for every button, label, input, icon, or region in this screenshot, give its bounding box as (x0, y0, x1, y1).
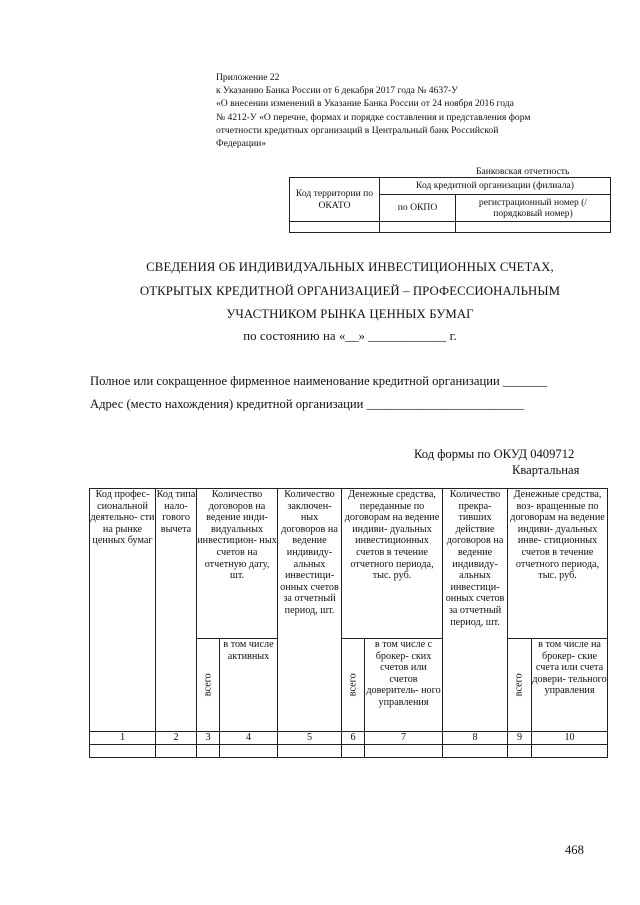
reg-number-cell (456, 222, 611, 233)
column-number: 1 (90, 732, 156, 745)
report-period: Квартальная (512, 463, 580, 477)
title-line-3: УЧАСТНИКОМ РЫНКА ЦЕННЫХ БУМАГ (226, 307, 474, 321)
org-address-line: Адрес (место нахождения) кредитной организации _________________________ (90, 397, 524, 411)
column-number: 2 (156, 732, 197, 745)
header-contracts-count: Количество договоров на ведение инди- видуальных инвестицион- ных счетов на отчетную дату, шт. (197, 489, 278, 639)
appendix-line: «О внесении изменений в Указание Банка России от 24 ноября 2016 года (216, 98, 514, 110)
column-number: 8 (443, 732, 508, 745)
sub-header-from-brokerage: в том числе с брокер- ских счетов или счетов доверитель- ного управления (365, 639, 443, 732)
sub-header-total: всего (197, 639, 220, 732)
appendix-line: к Указанию Банка России от 6 декабря 2017 года № 4637-У (216, 85, 458, 97)
bank-report-label: Банковская отчетность (476, 166, 570, 177)
org-name-line: Полное или сокращенное фирменное наименование кредитной организации _______ (90, 374, 547, 388)
sub-header-total: всего (508, 639, 532, 732)
org-code-header: Код кредитной организации (филиала) (380, 178, 611, 195)
appendix-line: № 4212-У «О перечне, формах и порядке составления и представления форм (216, 111, 531, 123)
column-number: 10 (532, 732, 608, 745)
appendix-line: Федерации» (216, 138, 267, 150)
header-concluded-contracts: Количество заключен- ных договоров на ведение индивиду- альных инвестици- онных счетов за отчетный период, шт. (278, 489, 342, 732)
table-row (90, 745, 608, 758)
column-number: 9 (508, 732, 532, 745)
title-line-2: ОТКРЫТЫХ КРЕДИТНОЙ ОРГАНИЗАЦИЕЙ – ПРОФЕССИОНАЛЬНЫМ (139, 284, 561, 298)
column-number: 5 (278, 732, 342, 745)
page-number: 468 (565, 843, 584, 857)
territory-code-header: Код территории по ОКАТО (290, 178, 380, 222)
column-number: 3 (197, 732, 220, 745)
okpo-header: по ОКПО (380, 195, 456, 222)
header-tax-deduction-type: Код типа нало- гового вычета (156, 489, 197, 732)
codes-table (289, 177, 611, 233)
column-number: 7 (365, 732, 443, 745)
header-funds-transferred: Денежные средства, переданные по договорам на ведение индиви- дуальных инвестиционных счетов в течение отчетного периода, тыс. руб. (342, 489, 443, 639)
main-table (89, 488, 608, 758)
header-activity-code: Код профес- сиональной деятельно- сти на рынке ценных бумаг (90, 489, 156, 732)
header-terminated-contracts: Количество прекра- тивших действие договоров на ведение индивиду- альных инвестици- онных счетов за отчетный период, шт. (443, 489, 508, 732)
sub-header-to-brokerage: в том числе на брокер- ские счета или счета довери- тельного управления (532, 639, 608, 732)
title-line-1: СВЕДЕНИЯ ОБ ИНДИВИДУАЛЬНЫХ ИНВЕСТИЦИОННЫХ СЧЕТАХ, (146, 260, 554, 274)
territory-code-cell (290, 222, 380, 233)
column-number: 4 (220, 732, 278, 745)
header-funds-returned: Денежные средства, воз- вращенные по договорам на ведение индиви- дуальных инве- стиционных счетов в течение отчетного периода, тыс. руб. (508, 489, 608, 639)
appendix-line: отчетности кредитных организаций в Центральный банк Российской (216, 124, 499, 136)
reg-number-header: регистрационный номер (/порядковый номер) (456, 195, 611, 222)
okud-form-code: Код формы по ОКУД 0409712 (414, 447, 575, 461)
appendix-line: Приложение 22 (216, 72, 280, 83)
sub-header-total: всего (342, 639, 365, 732)
appendix-header (216, 71, 530, 150)
sub-header-active: в том числе активных (220, 639, 278, 732)
okpo-cell (380, 222, 456, 233)
report-date-line: по состоянию на «__» ____________ г. (243, 329, 457, 343)
column-number: 6 (342, 732, 365, 745)
